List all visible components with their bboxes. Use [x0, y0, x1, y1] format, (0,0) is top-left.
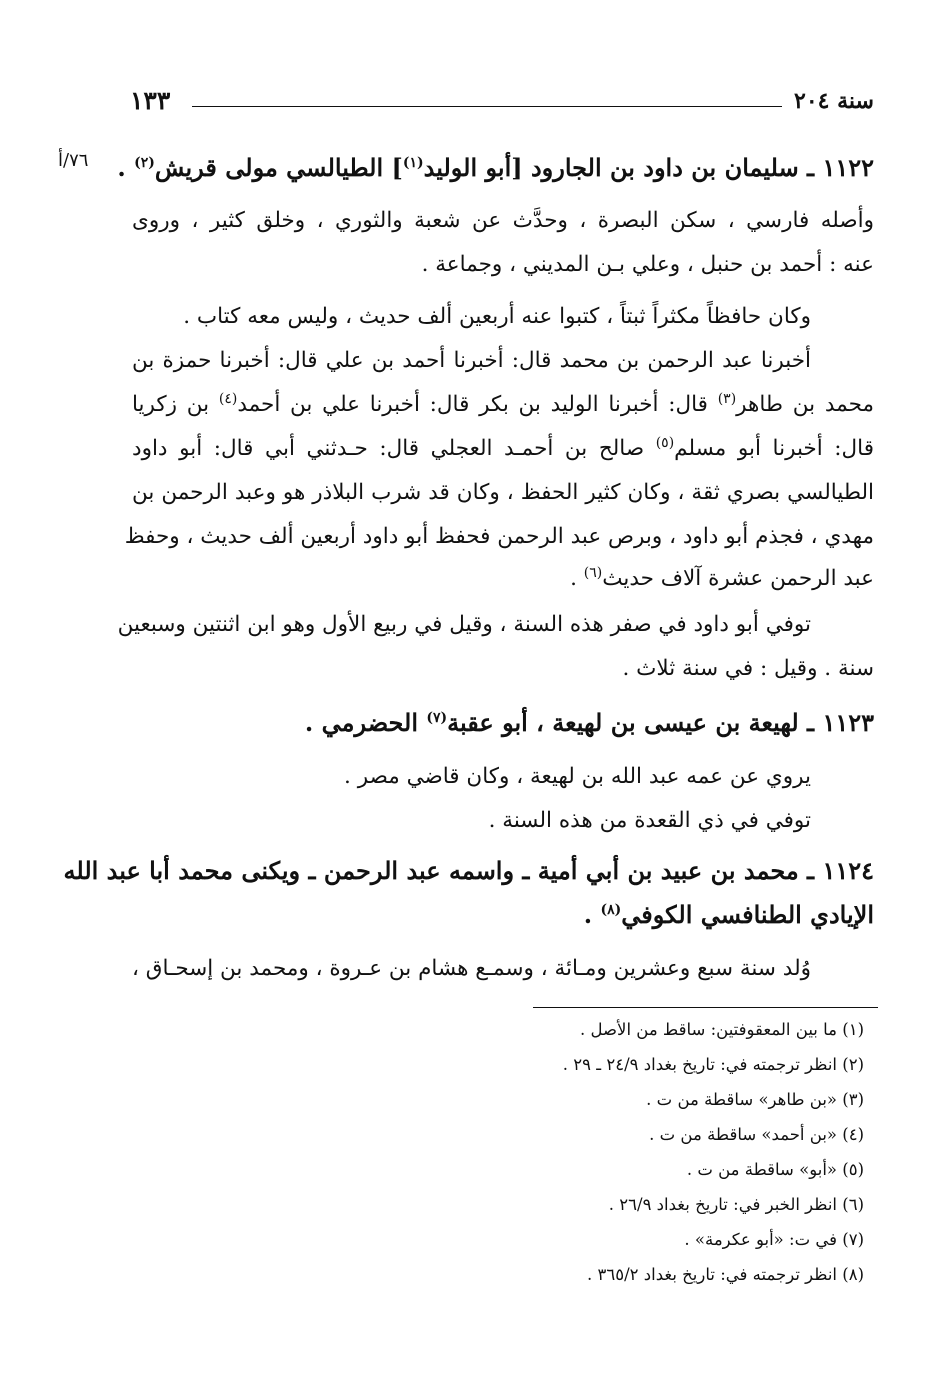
entry-1122-p3-line6-b: . [570, 566, 584, 591]
entry-1122-p3-line2 [132, 392, 874, 417]
entry-1123-p1-line1: يروي عن عمه عبد الله بن لهيعة ، وكان قاضي مصر . [344, 764, 811, 789]
footnote-ref-6: (٦) [583, 564, 603, 581]
footnote-ref-7: (٧) [426, 710, 448, 726]
footnote-ref-5: (٥) [655, 434, 675, 451]
entry-1124-heading-line1: ١١٢٤ ـ محمد بن عبيد بن أبي أمية ـ واسمه عبد الرحمن ـ ويكنى محمد أبا عبد الله [63, 856, 874, 885]
entry-1122-p4-line2: سنة . وقيل : في سنة ثلاث . [622, 656, 874, 681]
entry-1122-p3-line2-a: محمد بن طاهر [736, 392, 874, 417]
footnote-5: (٥) «أبو» ساقطة من ت . [686, 1160, 864, 1179]
entry-1123-title-a: ١١٢٣ ـ لهيعة بن عيسى بن لهيعة ، أبو عقبة [447, 708, 874, 737]
entry-1122-p3-line3 [132, 436, 874, 461]
footnote-ref-1: (١) [402, 155, 424, 171]
entry-1124-heading-line2 [584, 900, 874, 929]
entry-1123-heading [305, 708, 874, 737]
entry-1122-p3-line2-b: قال: أخبرنا الوليد بن بكر قال: أخبرنا علي بن أحمد [237, 392, 718, 417]
entry-1122-heading [117, 153, 874, 182]
entry-1122-p3-line1: أخبرنا عبد الرحمن بن محمد قال: أخبرنا أحمد بن علي قال: أخبرنا حمزة بن [132, 348, 811, 373]
footnote-6: (٦) انظر الخبر في: تاريخ بغداد ٢٦/٩ . [608, 1195, 864, 1214]
header-rule [192, 106, 782, 107]
margin-folio-note: ٧٦/أ [58, 150, 89, 171]
entry-1122-p3-line3-b: صالح بن أحمـد العجلي قال: حـدثني أبي قال: أبو داود [132, 436, 656, 461]
footnote-1: (١) ما بين المعقوفتين: ساقط من الأصل . [580, 1020, 864, 1039]
footnote-ref-8: (٨) [600, 902, 622, 918]
footnote-3: (٣) «بن طاهر» ساقطة من ت . [646, 1090, 864, 1109]
entry-1124-title-l2b: . [583, 900, 601, 929]
entry-1123-p2-line1: توفي في ذي القعدة من هذه السنة . [488, 808, 811, 833]
entry-1122-title-b: ] الطيالسي مولى قريش [154, 153, 403, 182]
running-head-year: سنة ٢٠٤ [794, 88, 874, 114]
entry-1122-p3-line4: الطيالسي بصري ثقة ، وكان كثير الحفظ ، وكان قد شرب البلاذر هو وعبد الرحمن بن [132, 480, 874, 505]
entry-1122-p3-line2-c: بن زكريا [132, 392, 219, 417]
footnote-7: (٧) في ت: «أبو عكرمة» . [684, 1230, 864, 1249]
entry-1124-title-l2a: الإيادي الطنافسي الكوفي [621, 900, 874, 929]
entry-1122-title-c: . [117, 153, 135, 182]
footnote-rule [533, 1007, 878, 1008]
entry-1122-p1-line1: وأصله فارسي ، سكن البصرة ، وحدَّث عن شعبة والثوري ، وخلق كثير ، وروى [132, 208, 874, 233]
entry-1122-p2-line1: وكان حافظاً مكثراً ثبتاً ، كتبوا عنه أربعين ألف حديث ، وليس معه كتاب . [183, 304, 811, 329]
entry-1122-p3-line3-a: قال: أخبرنا أبو مسلم [674, 436, 874, 461]
footnote-ref-4: (٤) [218, 390, 238, 407]
footnote-8: (٨) انظر ترجمته في: تاريخ بغداد ٣٦٥/٢ . [587, 1265, 864, 1284]
footnote-4: (٤) «بن أحمد» ساقطة من ت . [649, 1125, 864, 1144]
entry-1122-p4-line1: توفي أبو داود في صفر هذه السنة ، وقيل في ربيع الأول وهو ابن اثنتين وسبعين [117, 612, 811, 637]
footnote-ref-2: (٢) [134, 155, 155, 171]
entry-1122-p3-line5: مهدي ، فجذم أبو داود ، وبرص عبد الرحمن فحفظ أبو داود أربعين ألف حديث ، وحفظ [124, 524, 874, 549]
entry-1122-p3-line6-a: عبد الرحمن عشرة آلاف حديث [602, 566, 874, 591]
footnote-ref-3: (٣) [717, 390, 737, 407]
entry-1122-p1-line2: عنه : أحمد بن حنبل ، وعلي بـن المديني ، وجماعة . [421, 252, 874, 277]
entry-1123-title-b: الحضرمي . [304, 708, 427, 737]
footnote-2: (٢) انظر ترجمته في: تاريخ بغداد ٢٤/٩ ـ ٢٩ . [562, 1055, 864, 1074]
page-number: ١٣٣ [130, 86, 171, 115]
entry-1122-title-a: ١١٢٢ ـ سليمان بن داود بن الجارود [أبو الوليد [423, 153, 874, 182]
entry-1124-p1-line1: وُلد سنة سبع وعشرين ومـائة ، وسمـع هشام بن عـروة ، ومحمد بن إسحـاق ، [132, 956, 811, 981]
entry-1122-p3-line6 [570, 566, 874, 591]
